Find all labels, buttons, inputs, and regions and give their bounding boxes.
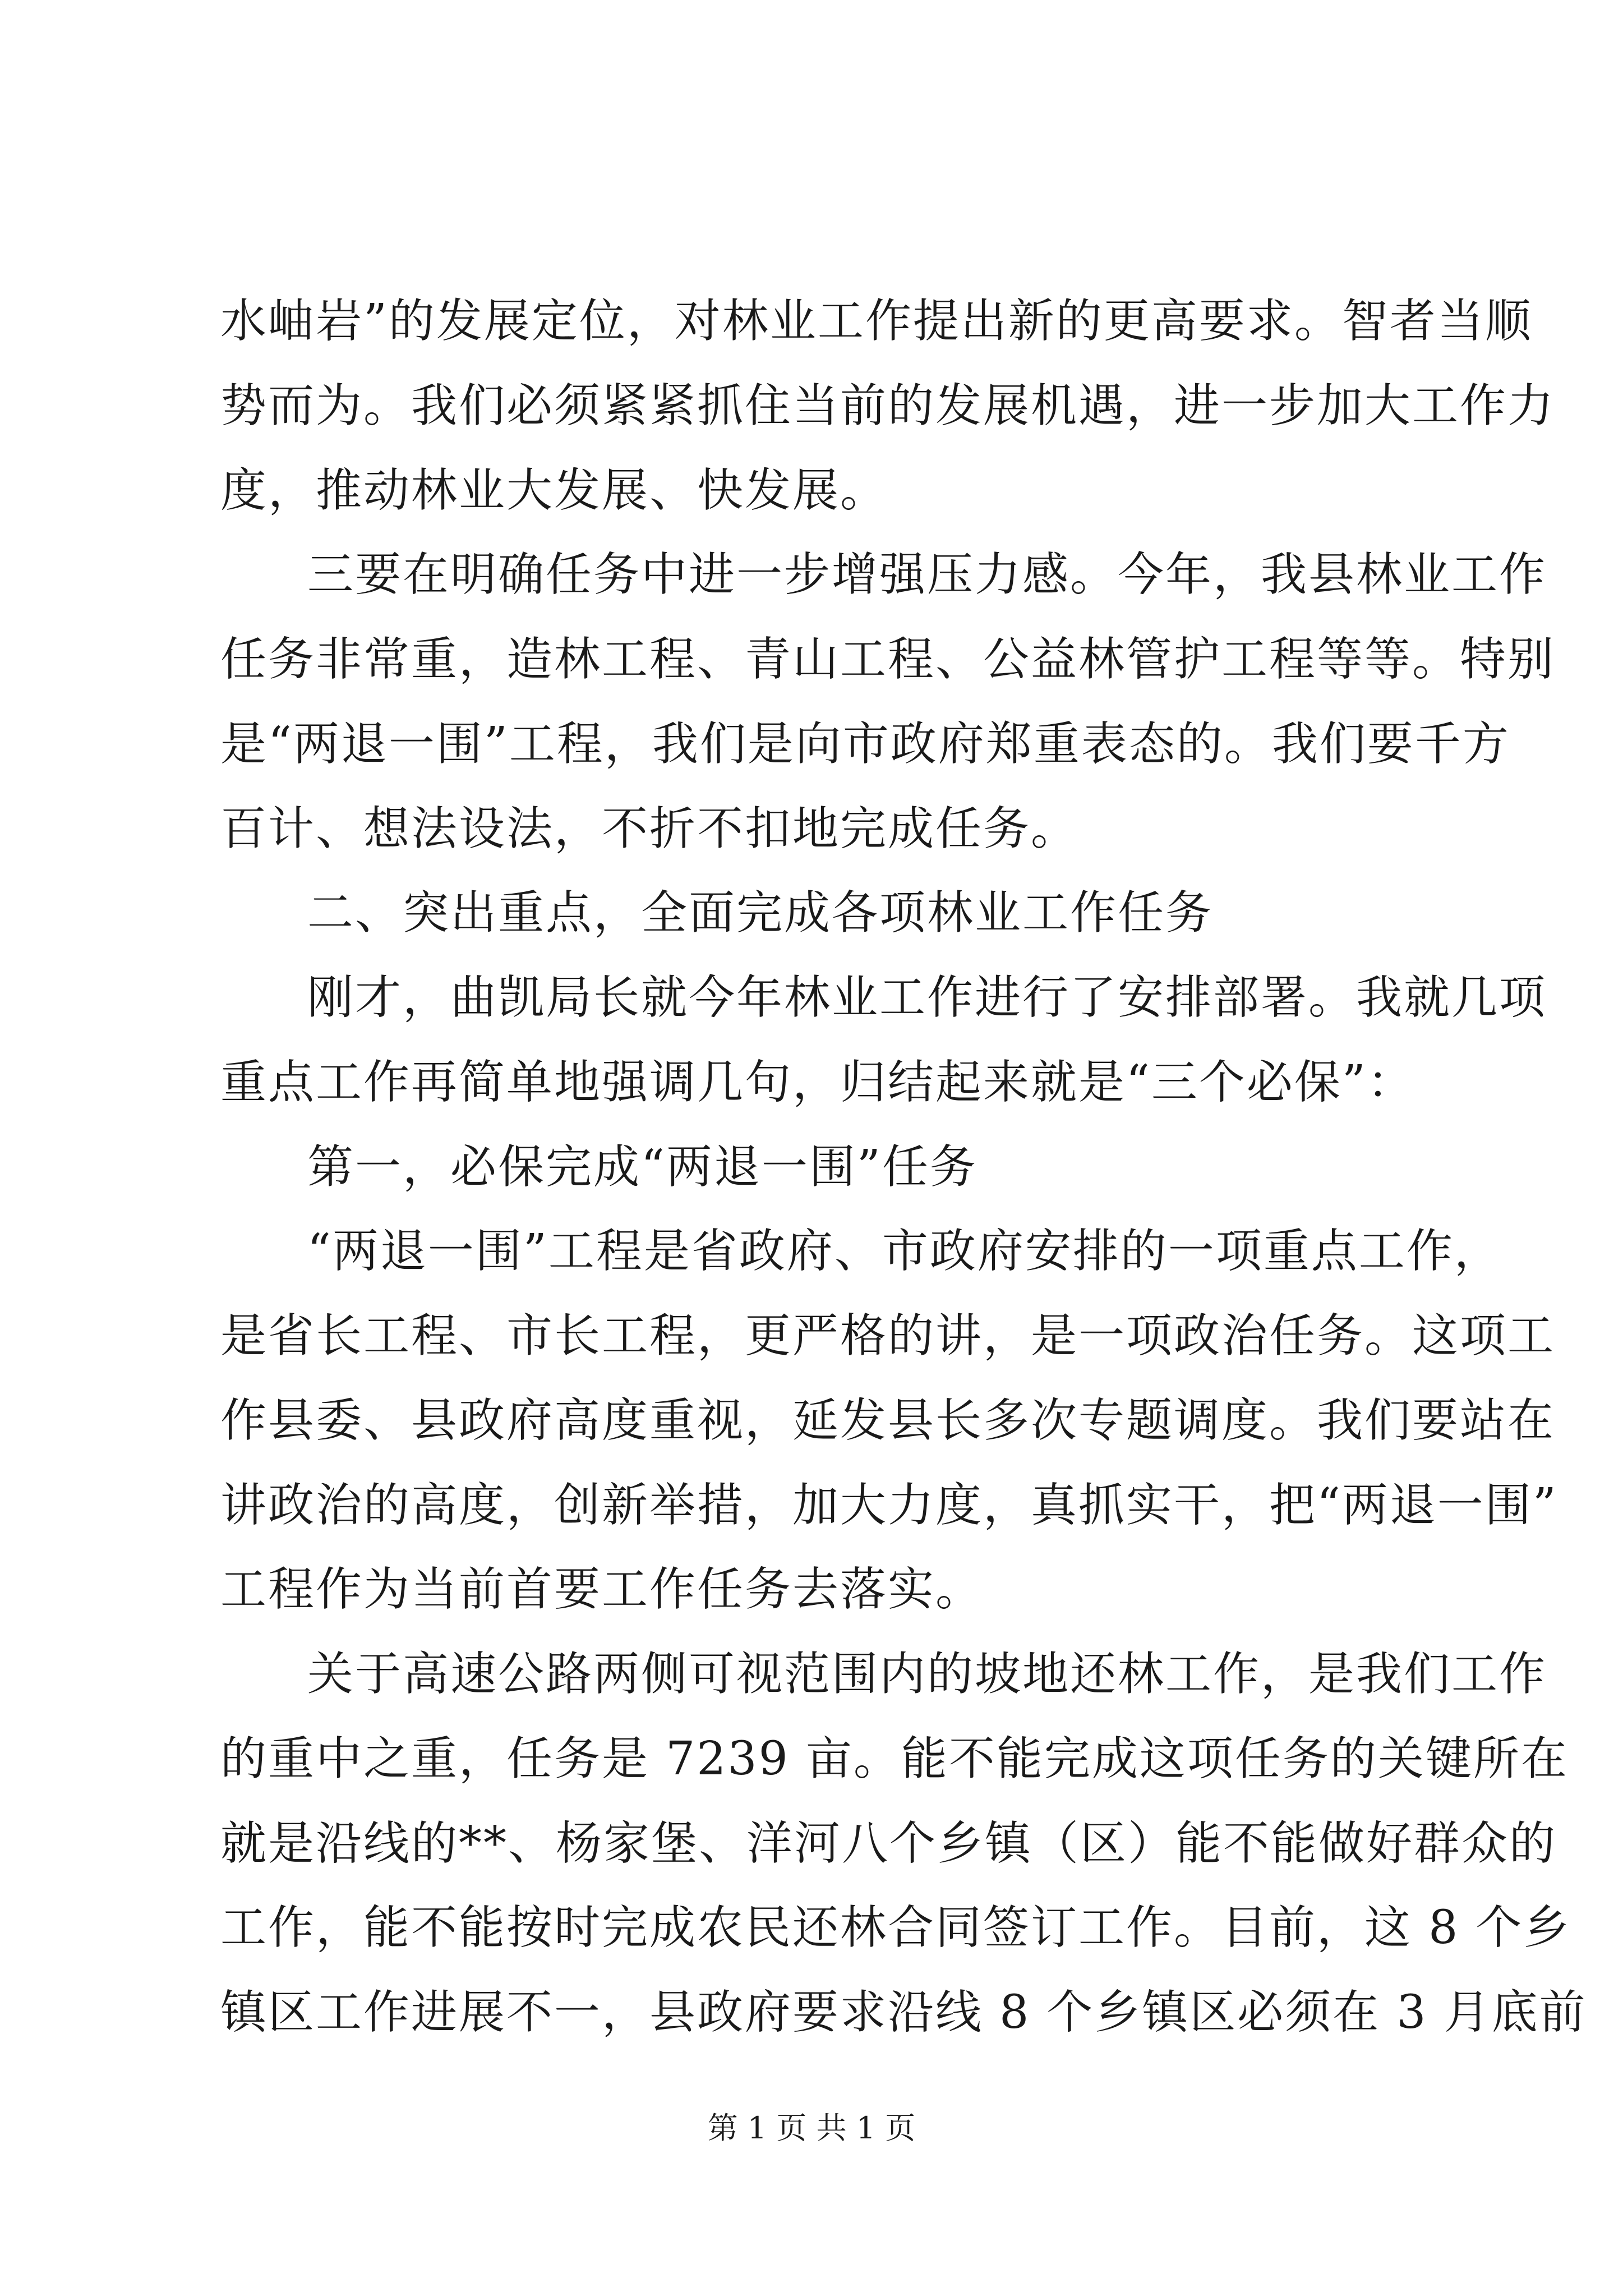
text-line: 工程作为当前首要工作任务去落实。 bbox=[220, 1563, 984, 1616]
text-line: “两退一围”工程是省政府、市政府安排的一项重点工作， bbox=[307, 1225, 1502, 1278]
text-line: 水岫岩”的发展定位，对林业工作提出新的更高要求。智者当顺 bbox=[220, 295, 1533, 348]
text-line: 度，推动林业大发展、快发展。 bbox=[220, 464, 888, 517]
text-line: 镇区工作进展不一，县政府要求沿线 8 个乡镇区必须在 3 月底前 bbox=[220, 1986, 1587, 2039]
text-line: 就是沿线的**、杨家堡、洋河八个乡镇（区）能不能做好群众的 bbox=[220, 1817, 1557, 1870]
text-line: 关于高速公路两侧可视范围内的坡地还林工作，是我们工作 bbox=[307, 1648, 1547, 1701]
text-line: 百计、想法设法，不折不扣地完成任务。 bbox=[220, 802, 1079, 855]
text-line: 讲政治的高度，创新举措，加大力度，真抓实干，把“两退一围” bbox=[220, 1479, 1558, 1532]
text-line: 是“两退一围”工程，我们是向市政府郑重表态的。我们要千方 bbox=[220, 717, 1510, 771]
text-line: 三要在明确任务中进一步增强压力感。今年，我县林业工作 bbox=[307, 548, 1547, 601]
text-line: 是省长工程、市长工程，更严格的讲，是一项政治任务。这项工 bbox=[220, 1309, 1556, 1363]
text-line: 势而为。我们必须紧紧抓住当前的发展机遇，进一步加大工作力 bbox=[220, 379, 1556, 432]
text-line: 作县委、县政府高度重视，延发县长多次专题调度。我们要站在 bbox=[220, 1394, 1556, 1447]
page-number-footer: 第 1 页 共 1 页 bbox=[707, 2110, 916, 2146]
text-line: 工作，能不能按时完成农民还林合同签订工作。目前，这 8 个乡 bbox=[220, 1901, 1571, 1954]
text-line: 刚才，曲凯局长就今年林业工作进行了安排部署。我就几项 bbox=[307, 971, 1547, 1024]
text-line: 任务非常重，造林工程、青山工程、公益林管护工程等等。特别 bbox=[220, 633, 1556, 686]
text-line: 的重中之重，任务是 7239 亩。能不能完成这项任务的关键所在 bbox=[220, 1732, 1569, 1786]
subsection-heading: 第一，必保完成“两退一围”任务 bbox=[307, 1140, 978, 1194]
text-line: 重点工作再简单地强调几句，归结起来就是“三个必保”： bbox=[220, 1056, 1415, 1109]
section-heading: 二、突出重点，全面完成各项林业工作任务 bbox=[307, 886, 1214, 940]
